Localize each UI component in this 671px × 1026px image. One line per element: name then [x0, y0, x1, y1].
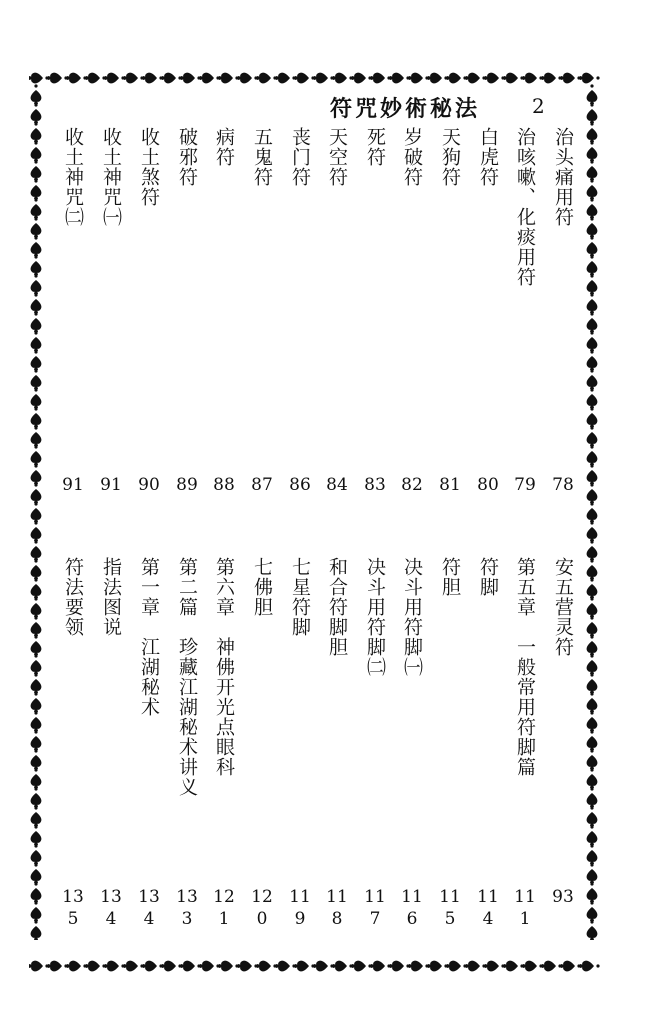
toc-entry-page: 80	[477, 475, 499, 495]
toc-entry-page: 79	[514, 475, 536, 495]
toc-entry-title: 第二篇 珍藏江湖秘术讲义	[176, 557, 198, 797]
toc-entry-title: 丧门符	[289, 127, 311, 187]
toc-entry-title: 安五营灵符	[552, 557, 574, 657]
toc-entry-title: 五鬼符	[251, 127, 273, 187]
toc-entry-page: 134	[100, 887, 122, 929]
toc-entry-page: 115	[439, 887, 461, 929]
toc-entry-title: 决斗用符脚㈠	[401, 557, 423, 677]
toc-entry-page: 90	[138, 475, 160, 495]
toc-entry-title: 指法图说	[100, 557, 122, 637]
page-number: 2	[532, 94, 545, 118]
toc-entry-title: 符脚	[477, 557, 499, 597]
toc-entry-title: 符胆	[439, 557, 461, 597]
toc-entry-title: 天狗符	[439, 127, 461, 187]
toc-entry-page: 120	[251, 887, 273, 929]
toc-entry-title: 天空符	[326, 127, 348, 187]
toc-entry-page: 82	[401, 475, 423, 495]
toc-entry-title: 第五章 一般常用符脚篇	[514, 557, 536, 777]
toc-entry-title: 治咳嗽、化痰用符	[514, 127, 536, 287]
toc-entry-page: 81	[439, 475, 461, 495]
toc-entry-page: 84	[326, 475, 348, 495]
toc-entry-title: 破邪符	[176, 127, 198, 187]
book-title: 符咒妙術秘法	[330, 97, 481, 122]
toc-entry-title: 和合符脚胆	[326, 557, 348, 657]
toc-entry-page: 111	[514, 887, 536, 929]
toc-entry-page: 88	[213, 475, 235, 495]
toc-entry-page: 86	[289, 475, 311, 495]
toc-entry-page: 91	[62, 475, 84, 495]
toc-entry-page: 135	[62, 887, 84, 929]
toc-entry-title: 七佛胆	[251, 557, 273, 617]
toc-entry-page: 133	[176, 887, 198, 929]
toc-entry-page: 118	[326, 887, 348, 929]
toc-entry-page: 87	[251, 475, 273, 495]
toc-entry-page: 93	[552, 887, 574, 907]
toc-entry-page: 117	[364, 887, 386, 929]
toc-entry-page: 89	[176, 475, 198, 495]
toc-entry-title: 七星符脚	[289, 557, 311, 637]
toc-entry-title: 收土煞符	[138, 127, 160, 207]
toc-entry-page: 78	[552, 475, 574, 495]
toc-entry-title: 岁破符	[401, 127, 423, 187]
toc-entry-title: 决斗用符脚㈡	[364, 557, 386, 677]
toc-entry-title: 收土神咒㈡	[62, 127, 84, 227]
toc-entry-title: 死符	[364, 127, 386, 167]
toc-entry-page: 83	[364, 475, 386, 495]
toc-entry-title: 白虎符	[477, 127, 499, 187]
toc-entry-page: 119	[289, 887, 311, 929]
toc-entry-title: 治头痛用符	[552, 127, 574, 227]
toc-entry-title: 符法要领	[62, 557, 84, 637]
toc-entry-page: 116	[401, 887, 423, 929]
toc-entry-page: 134	[138, 887, 160, 929]
toc-entry-title: 第六章 神佛开光点眼科	[213, 557, 235, 777]
toc-entry-page: 114	[477, 887, 499, 929]
toc-entry-title: 第一章 江湖秘术	[138, 557, 160, 717]
toc-entry-page: 121	[213, 887, 235, 929]
toc-entry-page: 91	[100, 475, 122, 495]
toc-entry-title: 病符	[213, 127, 235, 167]
toc-entry-title: 收土神咒㈠	[100, 127, 122, 227]
